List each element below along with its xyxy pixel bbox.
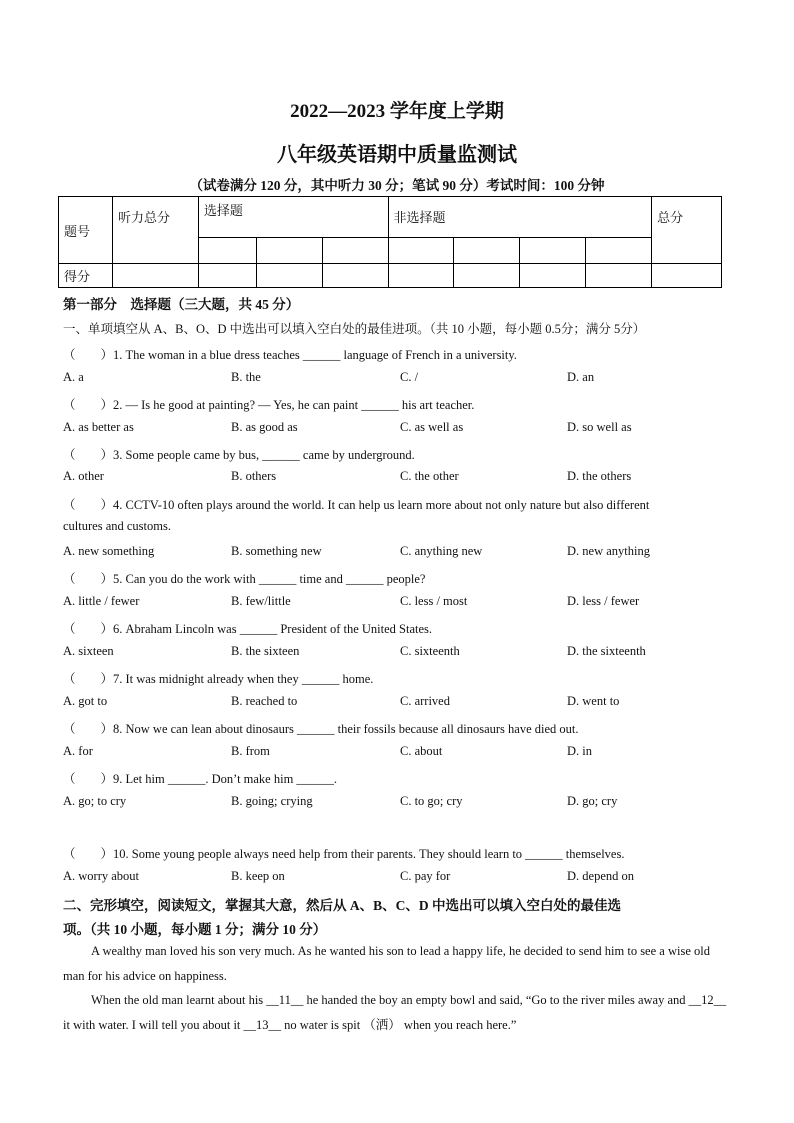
score-table [58, 196, 722, 288]
exam-year-title: 2022—2023 学年度上学期 [290, 101, 504, 122]
answer-option: D. in [567, 744, 592, 758]
answer-option: C. sixteenth [400, 644, 460, 658]
passage-paragraph-2: When the old man learnt about his __11__ he handed the boy an empty bowl and said, “Go to the river miles away and __12__ it with water. I will tell you about it __13__ no water is spit （洒） when you reach here.” [63, 993, 727, 1032]
answer-option: B. the [231, 370, 261, 384]
answer-options [63, 744, 763, 760]
answer-options [63, 420, 763, 436]
answer-option: B. the sixteen [231, 644, 300, 658]
answer-option: A. go; to cry [63, 794, 127, 808]
answer-option: B. keep on [231, 869, 285, 883]
answer-option: D. went to [567, 694, 620, 708]
answer-option: D. the sixteenth [567, 644, 646, 658]
question-stem: （ ）10. Some young people always need help from their parents. They should learn to ______ themselves. [63, 847, 625, 861]
score-cell [198, 238, 256, 264]
score-cell [322, 238, 388, 264]
score-cell [112, 264, 198, 288]
question-stem: （ ）1. The woman in a blue dress teaches ______ language of French in a university. [63, 348, 517, 362]
answer-option: B. others [231, 469, 277, 483]
section1-instructions: 一、单项填空从 A、B、O、D 中选出可以填入空白处的最佳进项。（共 10 小题，每小题 0.5分；满分 5分） [63, 322, 646, 336]
answer-option: D. less / fewer [567, 594, 640, 608]
answer-option: A. little / fewer [63, 594, 140, 608]
answer-option: B. few/little [231, 594, 291, 608]
section2-instructions-line1: 二、完形填空，阅读短文，掌握其大意，然后从 A、B、C、D 中选出可以填入空白处的最佳选 [63, 898, 622, 913]
passage-paragraph-1: A wealthy man loved his son very much. As he wanted his son to lead a happy life, he decided to send him to see a wise old man for his advice on happiness. [63, 944, 710, 983]
answer-option: B. going; crying [231, 794, 313, 808]
question-stem: （ ）3. Some people came by bus, ______ came by underground. [63, 448, 415, 462]
score-cell [520, 264, 586, 288]
answer-options [63, 869, 763, 885]
question-stem: （ ）9. Let him ______. Don’t make him ______. [63, 772, 338, 786]
answer-option: D. go; cry [567, 794, 618, 808]
score-cell [454, 264, 520, 288]
answer-option: C. as well as [400, 420, 464, 434]
answer-option: C. to go; cry [400, 794, 463, 808]
score-cell [652, 264, 722, 288]
answer-option: C. the other [400, 469, 459, 483]
answer-option: D. so well as [567, 420, 632, 434]
answer-option: C. arrived [400, 694, 450, 708]
question-stem: （ ）6. Abraham Lincoln was ______ President of the United States. [63, 622, 433, 636]
header-listening: 听力总分 [112, 197, 198, 264]
score-cell [586, 238, 652, 264]
header-nonchoice: 非选择题 [388, 197, 652, 238]
section2-instructions-line2: 项。（共 10 小题，每小题 1 分；满分 10 分） [63, 922, 327, 937]
answer-options [63, 644, 763, 660]
score-cell [198, 264, 256, 288]
answer-options [63, 694, 763, 710]
answer-option: C. / [400, 370, 419, 384]
answer-option: A. got to [63, 694, 108, 708]
answer-options [63, 370, 763, 386]
answer-option: C. about [400, 744, 443, 758]
score-cell [586, 264, 652, 288]
answer-option: B. something new [231, 544, 322, 558]
answer-option: D. an [567, 370, 595, 384]
question-stem: （ ）8. Now we can lean about dinosaurs ______ their fossils because all dinosaurs have died out. [63, 722, 579, 736]
answer-option: A. as better as [63, 420, 134, 434]
answer-option: A. a [63, 370, 84, 384]
answer-option: A. sixteen [63, 644, 114, 658]
header-total: 总分 [652, 197, 722, 264]
question-stem: （ ）7. It was midnight already when they ______ home. [63, 672, 374, 686]
question-stem: （ ）2. — Is he good at painting? — Yes, he can paint ______ his art teacher. [63, 398, 475, 412]
question-stem: （ ）5. Can you do the work with ______ time and ______ people? [63, 572, 426, 586]
header-number: 题号 [59, 197, 113, 264]
row-score-label: 得分 [59, 264, 113, 288]
score-cell [388, 264, 454, 288]
question-stem: （ ）4. CCTV-10 often plays around the world. It can help us learn more about not only nature but also different [63, 498, 650, 512]
answer-option: A. new something [63, 544, 155, 558]
score-cell [256, 264, 322, 288]
exam-note: （试卷满分 120 分，其中听力 30 分；笔试 90 分）考试时间：100 分钟 [189, 178, 605, 193]
score-cell [520, 238, 586, 264]
part1-heading: 第一部分 选择题（三大题，共 45 分） [63, 297, 300, 312]
answer-option: D. the others [567, 469, 632, 483]
exam-title: 八年级英语期中质量监测试 [277, 144, 517, 166]
answer-option: A. other [63, 469, 104, 483]
answer-option: B. as good as [231, 420, 298, 434]
score-cell [388, 238, 454, 264]
answer-option: D. depend on [567, 869, 634, 883]
answer-option: C. anything new [400, 544, 483, 558]
answer-option: A. for [63, 744, 93, 758]
answer-options [63, 594, 763, 610]
score-cell [322, 264, 388, 288]
answer-options [63, 544, 763, 560]
answer-option: C. pay for [400, 869, 451, 883]
header-choice: 选择题 [198, 197, 388, 238]
answer-options [63, 794, 763, 810]
answer-option: B. reached to [231, 694, 298, 708]
answer-option: D. new anything [567, 544, 650, 558]
score-cell [454, 238, 520, 264]
answer-option: A. worry about [63, 869, 140, 883]
question-stem-continued: cultures and customs. [63, 519, 171, 533]
answer-option: C. less / most [400, 594, 468, 608]
score-cell [256, 238, 322, 264]
answer-option: B. from [231, 744, 270, 758]
answer-options [63, 469, 763, 485]
